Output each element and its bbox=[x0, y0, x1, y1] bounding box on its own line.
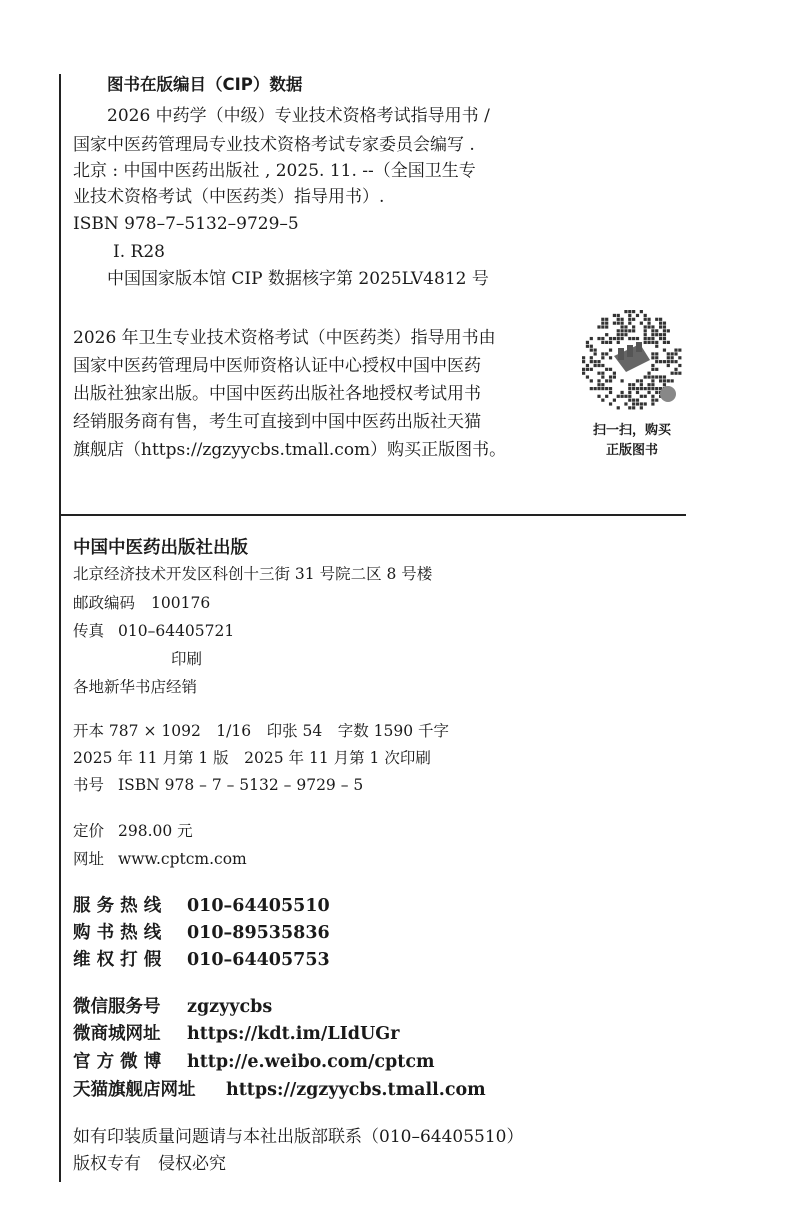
wechat-link[interactable]: zgzyycbs bbox=[187, 997, 273, 1017]
wechat-row: 微信服务号 zgzyycbs bbox=[73, 997, 273, 1017]
notice-line-1: 2026 年卫生专业技术资格考试（中医药类）指导用书由 bbox=[73, 328, 496, 348]
cip-line-1: 2026 中药学（中级）专业技术资格考试指导用书 / bbox=[107, 106, 490, 126]
qr-caption-line-1: 扫一扫，购买 bbox=[592, 423, 671, 438]
isbn-value: ISBN 978 – 7 – 5132 – 9729 – 5 bbox=[118, 776, 364, 794]
isbn-row bbox=[73, 774, 363, 796]
publisher-address: 北京经济技术开发区科创十三街 31 号院二区 8 号楼 bbox=[73, 565, 433, 583]
tmall-row: 天猫旗舰店网址 https://zgzyycbs.tmall.com bbox=[73, 1080, 486, 1100]
distributor: 各地新华书店经销 bbox=[73, 678, 198, 696]
qr-corner-logo-icon bbox=[660, 386, 676, 402]
cip-heading: 图书在版编目（CIP）数据 bbox=[107, 75, 303, 94]
qr-code-icon bbox=[580, 308, 684, 412]
fax-value: 010–64405721 bbox=[118, 622, 235, 640]
fax-row bbox=[73, 620, 234, 642]
hotline-purchase: 购 书 热 线 010–89535836 bbox=[73, 923, 330, 943]
price-value: 298.00 元 bbox=[118, 822, 193, 840]
cip-record: 中国国家版本馆 CIP 数据核字第 2025LV4812 号 bbox=[107, 269, 489, 289]
quality-notice: 如有印装质量问题请与本社出版部联系（010–64405510） bbox=[73, 1127, 524, 1147]
cip-line-4: 业技术资格考试（中医药类）指导用书）. bbox=[73, 187, 385, 207]
section-divider bbox=[59, 514, 686, 516]
mall-link[interactable]: https://kdt.im/LIdUGr bbox=[187, 1024, 400, 1044]
format-line: 开本 787 × 1092 1/16 印张 54 字数 1590 千字 bbox=[73, 722, 450, 740]
postcode-label: 邮政编码 bbox=[73, 594, 136, 612]
publisher-name: 中国中医药出版社出版 bbox=[73, 538, 248, 558]
cip-line-2: 国家中医药管理局专业技术资格考试专家委员会编写 . bbox=[73, 135, 475, 155]
weibo-row: 官 方 微 博 http://e.weibo.com/cptcm bbox=[73, 1052, 435, 1072]
postcode-value: 100176 bbox=[151, 594, 211, 612]
notice-line-5: 旗舰店（https://zgzyycbs.tmall.com）购买正版图书。 bbox=[73, 440, 507, 460]
notice-line-2: 国家中医药管理局中医师资格认证中心授权中国中医药 bbox=[73, 356, 481, 376]
rights-notice: 版权专有 侵权必究 bbox=[73, 1154, 226, 1174]
price-label: 定价 bbox=[73, 822, 105, 840]
website-label: 网址 bbox=[73, 850, 105, 868]
notice-line-4: 经销服务商有售，考生可直接到中国中医药出版社天猫 bbox=[73, 412, 481, 432]
left-margin-rule bbox=[59, 74, 61, 1182]
qr-caption-line-2: 正版图书 bbox=[605, 443, 658, 458]
qr-center-logo-icon bbox=[614, 342, 650, 372]
tmall-link[interactable]: https://zgzyycbs.tmall.com bbox=[226, 1080, 486, 1100]
hotline-anti-piracy: 维 权 打 假 010–64405753 bbox=[73, 950, 330, 970]
notice-line-3: 出版社独家出版。中国中医药出版社各地授权考试用书 bbox=[73, 384, 481, 404]
postcode-row bbox=[73, 592, 210, 614]
hotline-service: 服 务 热 线 010–64405510 bbox=[73, 896, 330, 916]
printer: 印刷 bbox=[171, 650, 203, 668]
weibo-link[interactable]: http://e.weibo.com/cptcm bbox=[187, 1052, 435, 1072]
website-value: www.cptcm.com bbox=[118, 850, 247, 868]
cip-classification: Ⅰ. R28 bbox=[113, 242, 165, 262]
fax-label: 传真 bbox=[73, 622, 105, 640]
isbn-label: 书号 bbox=[73, 776, 105, 794]
cip-line-3: 北京 : 中国中医药出版社 , 2025. 11. --（全国卫生专 bbox=[73, 161, 476, 181]
mall-row: 微商城网址 https://kdt.im/LIdUGr bbox=[73, 1024, 400, 1044]
edition-line: 2025 年 11 月第 1 版 2025 年 11 月第 1 次印刷 bbox=[73, 749, 431, 767]
website-row bbox=[73, 848, 247, 870]
cip-isbn: ISBN 978–7–5132–9729–5 bbox=[73, 214, 299, 234]
qr-caption bbox=[578, 421, 686, 461]
price-row bbox=[73, 820, 193, 842]
